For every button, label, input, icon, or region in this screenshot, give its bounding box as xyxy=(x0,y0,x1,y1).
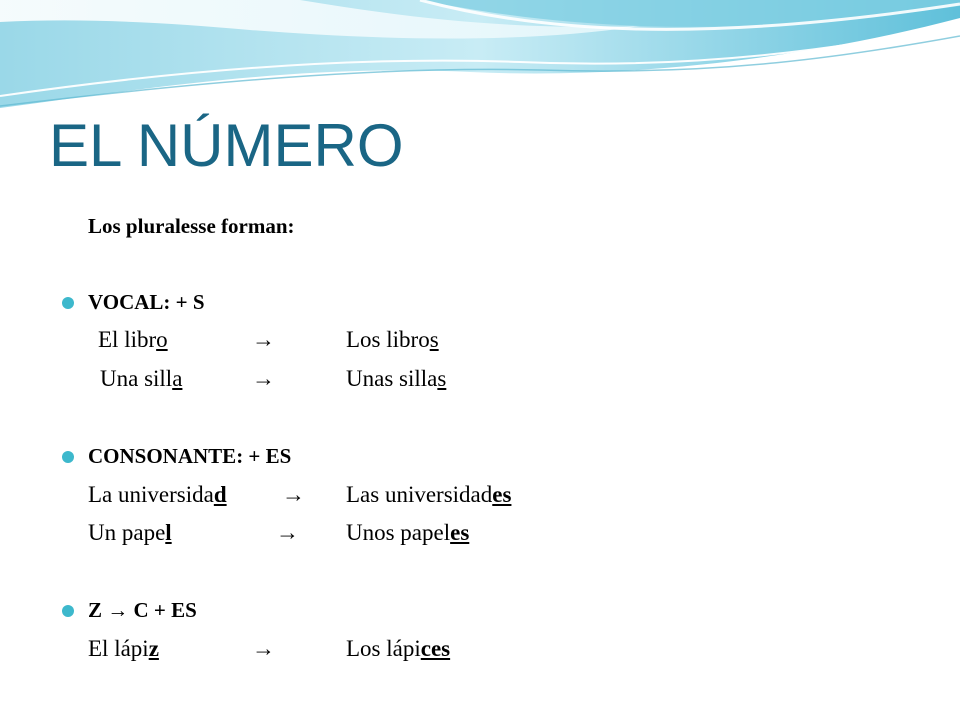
slide-subtitle: Los pluralesse forman: xyxy=(88,214,295,238)
example-plural: Unos papeles xyxy=(346,520,470,545)
rule-z-c-es xyxy=(88,598,197,623)
example-plural: Las universidades xyxy=(346,482,512,507)
arrow-icon: → xyxy=(252,327,275,352)
bullet-icon xyxy=(62,451,74,463)
example-singular: El lápiz xyxy=(88,636,159,661)
rule-head-label: VOCAL: + S xyxy=(88,290,205,314)
rule-consonante xyxy=(88,444,291,469)
bullet-icon xyxy=(62,297,74,309)
example-plural: Unas sillas xyxy=(346,366,447,391)
example-singular: La universidad xyxy=(88,482,227,507)
example-singular: Un papel xyxy=(88,520,172,545)
example-singular: El libro xyxy=(98,327,168,352)
example-singular: Una silla xyxy=(100,366,183,391)
slide-title: EL NÚMERO xyxy=(49,112,404,179)
header-wave-decoration xyxy=(0,0,960,115)
arrow-icon: → xyxy=(252,636,275,661)
rule-head-label: CONSONANTE: + ES xyxy=(88,444,292,468)
bullet-icon xyxy=(62,605,74,617)
arrow-icon: → xyxy=(252,366,275,391)
rule-vocal xyxy=(88,290,205,315)
example-plural: Los libros xyxy=(346,327,439,352)
arrow-icon: → xyxy=(282,482,305,507)
arrow-icon: → xyxy=(276,520,299,545)
rule-head-label: Z → C + ES xyxy=(88,598,197,622)
example-plural: Los lápices xyxy=(346,636,451,661)
